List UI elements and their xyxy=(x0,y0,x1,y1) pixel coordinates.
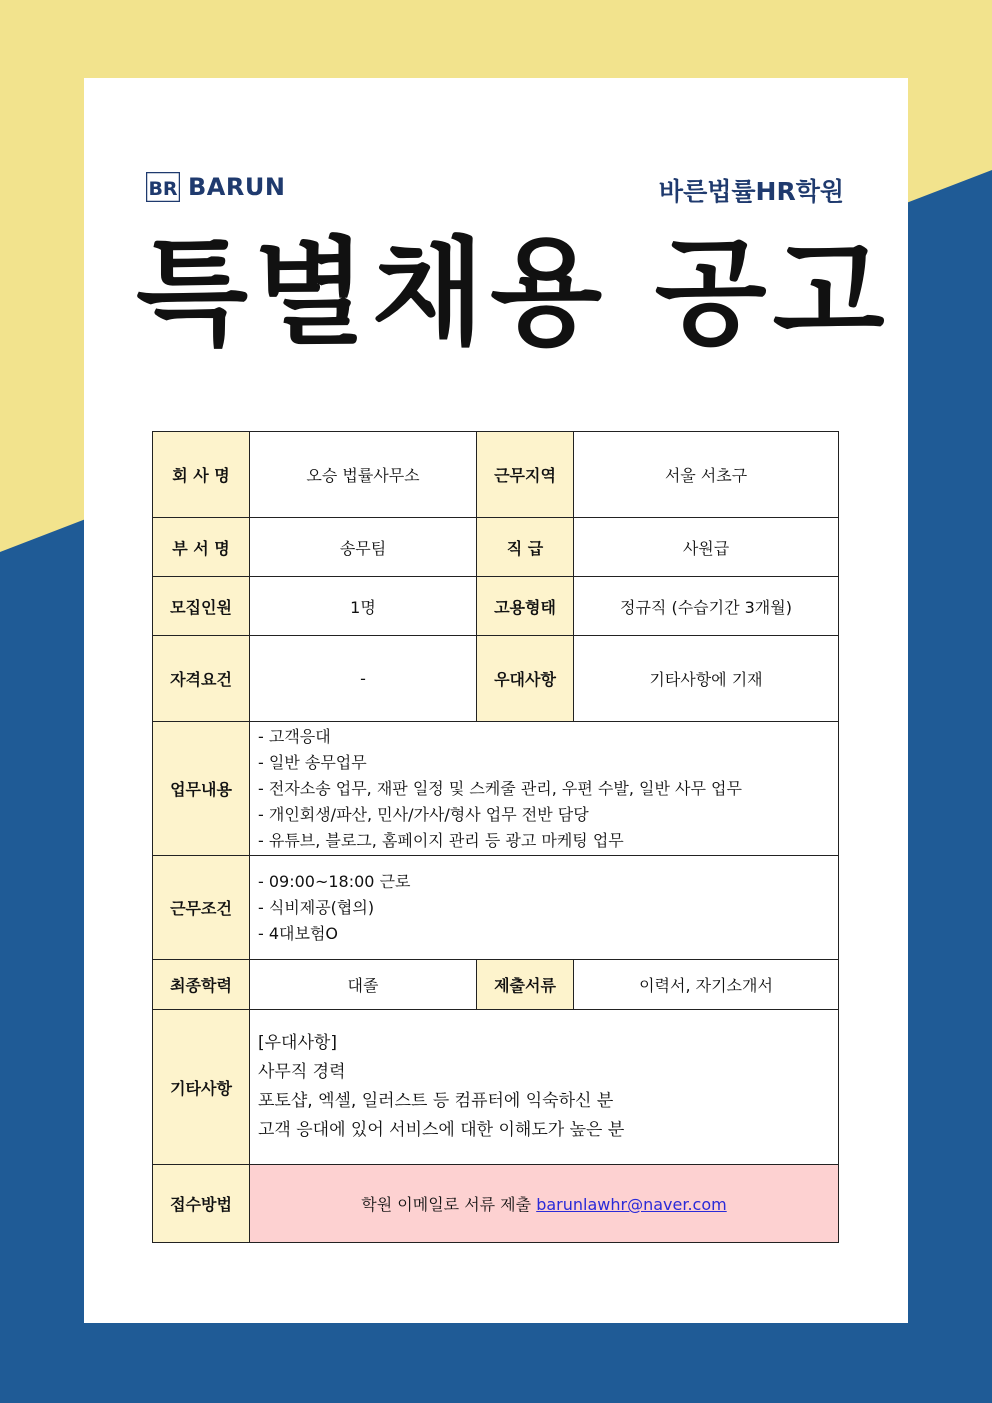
svg-text:BR: BR xyxy=(148,178,178,200)
apply-text: 학원 이메일로 서류 제출 xyxy=(361,1195,532,1214)
list-item: - 일반 송무업무 xyxy=(258,752,367,772)
list-item: - 식비제공(협의) xyxy=(258,897,375,917)
table-row xyxy=(153,577,839,636)
apply-email-link[interactable]: barunlawhr@naver.com xyxy=(536,1195,727,1214)
qualification-label: 자격요건 xyxy=(153,636,250,722)
conditions-label: 근무조건 xyxy=(153,856,250,960)
br-logo-icon xyxy=(146,172,180,202)
list-item: - 개인회생/파산, 민사/가사/형사 업무 전반 담당 xyxy=(258,804,589,824)
table-row xyxy=(153,856,839,960)
table-row xyxy=(153,636,839,722)
list-item: 고객 응대에 있어 서비스에 대한 이해도가 높은 분 xyxy=(258,1120,625,1140)
employment-label: 고용형태 xyxy=(477,577,574,636)
preference-label: 우대사항 xyxy=(477,636,574,722)
rank-value: 사원급 xyxy=(574,518,839,577)
rank-label: 직 급 xyxy=(477,518,574,577)
brand-name-right: 바른법률HR학원 xyxy=(658,177,844,206)
documents-value: 이력서, 자기소개서 xyxy=(574,960,839,1010)
list-item: - 09:00~18:00 근로 xyxy=(258,871,411,891)
table-row xyxy=(153,432,839,518)
list-item: 포토샵, 엑셀, 일러스트 등 컴퓨터에 익숙하신 분 xyxy=(258,1091,614,1111)
table-row xyxy=(153,722,839,856)
recruit-value: 1명 xyxy=(250,577,477,636)
list-item: 사무직 경력 xyxy=(258,1062,346,1082)
poster-paper xyxy=(84,78,908,1323)
list-item: - 전자소송 업무, 재판 일정 및 스케줄 관리, 우편 수발, 일반 사무 업무 xyxy=(258,778,742,798)
list-item: - 4대보험O xyxy=(258,923,339,943)
education-label: 최종학력 xyxy=(153,960,250,1010)
education-value: 대졸 xyxy=(250,960,477,1010)
table-row xyxy=(153,518,839,577)
company-label: 회 사 명 xyxy=(153,432,250,518)
etc-label: 기타사항 xyxy=(153,1010,250,1165)
qualification-value: - xyxy=(250,636,477,722)
preference-value: 기타사항에 기재 xyxy=(574,636,839,722)
brand-name-left: BARUN xyxy=(188,173,286,201)
duties-label: 업무내용 xyxy=(153,722,250,856)
apply-label: 접수방법 xyxy=(153,1165,250,1243)
employment-value: 정규직 (수습기간 3개월) xyxy=(574,577,839,636)
documents-label: 제출서류 xyxy=(477,960,574,1010)
dept-label: 부 서 명 xyxy=(153,518,250,577)
table-row xyxy=(153,960,839,1010)
table-row xyxy=(153,1010,839,1165)
recruit-label: 모집인원 xyxy=(153,577,250,636)
job-info-table xyxy=(152,431,839,1243)
conditions-list xyxy=(250,856,839,960)
etc-list xyxy=(250,1010,839,1165)
region-label: 근무지역 xyxy=(477,432,574,518)
duties-list xyxy=(250,722,839,856)
list-item: [우대사항] xyxy=(258,1033,337,1053)
company-value: 오승 법률사무소 xyxy=(250,432,477,518)
dept-value: 송무팀 xyxy=(250,518,477,577)
barun-logo xyxy=(146,172,285,202)
list-item: - 유튜브, 블로그, 홈페이지 관리 등 광고 마케팅 업무 xyxy=(258,830,624,850)
page-title: 특별채용 공고 xyxy=(136,226,891,361)
region-value: 서울 서초구 xyxy=(574,432,839,518)
list-item: - 고객응대 xyxy=(258,726,331,746)
table-row xyxy=(153,1165,839,1243)
apply-cell xyxy=(250,1165,839,1243)
